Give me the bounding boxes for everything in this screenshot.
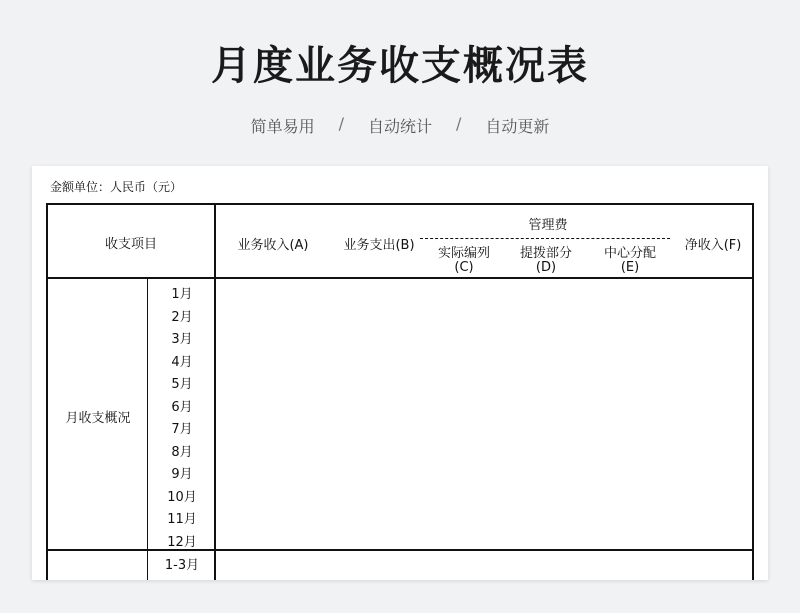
header-item: 收支项目: [104, 237, 157, 252]
report-table: [46, 203, 754, 580]
month-row-label: 5月: [171, 377, 193, 392]
subtitle-item-auto-stat: 自动统计: [367, 117, 432, 136]
month-row-label: 3月: [171, 332, 193, 347]
month-row-label: 6月: [171, 399, 193, 415]
month-row-label: 10月: [167, 489, 197, 505]
subtitle-separator: /: [338, 114, 344, 133]
header-business-income: 业务收入(A): [237, 238, 309, 253]
header-allocation: 提拨部分: [519, 246, 572, 261]
header-actual-prep-code: (C): [454, 260, 474, 275]
header-center-dist-code: (E): [620, 260, 640, 275]
subtitle-item-auto-update: 自动更新: [485, 117, 550, 136]
row-group-label: 月收支概况: [65, 411, 131, 426]
management-fee-divider: [420, 238, 670, 239]
month-row-label: 7月: [171, 422, 193, 437]
month-row-label: 12月: [167, 534, 197, 550]
quarter-row-label: 1-3月: [164, 558, 200, 573]
header-center-dist: 中心分配: [603, 246, 656, 261]
header-management-fee: 管理费: [528, 218, 568, 233]
header-actual-prep: 实际编列: [437, 246, 490, 261]
header-bottom-border: [48, 277, 752, 279]
month-row-label: 11月: [167, 512, 197, 527]
month-row-label: 8月: [171, 444, 193, 460]
header-net-income: 净收入(F): [684, 238, 742, 253]
page-title: 月度业务收支概况表: [211, 43, 589, 89]
month-row-label: 4月: [171, 354, 193, 370]
unit-note: 金额单位：人民币（元）: [50, 180, 183, 194]
subtitle: [0, 114, 800, 137]
subtitle-item-easy: 简单易用: [250, 117, 315, 136]
subtitle-separator: /: [456, 114, 462, 133]
month-row-label: 1月: [171, 287, 193, 302]
month-row-label: 9月: [171, 467, 193, 482]
month-row-label: 2月: [171, 309, 193, 325]
spreadsheet-sheet: [32, 166, 768, 580]
header-business-expense: 业务支出(B): [343, 238, 415, 253]
header-allocation-code: (D): [535, 260, 557, 275]
